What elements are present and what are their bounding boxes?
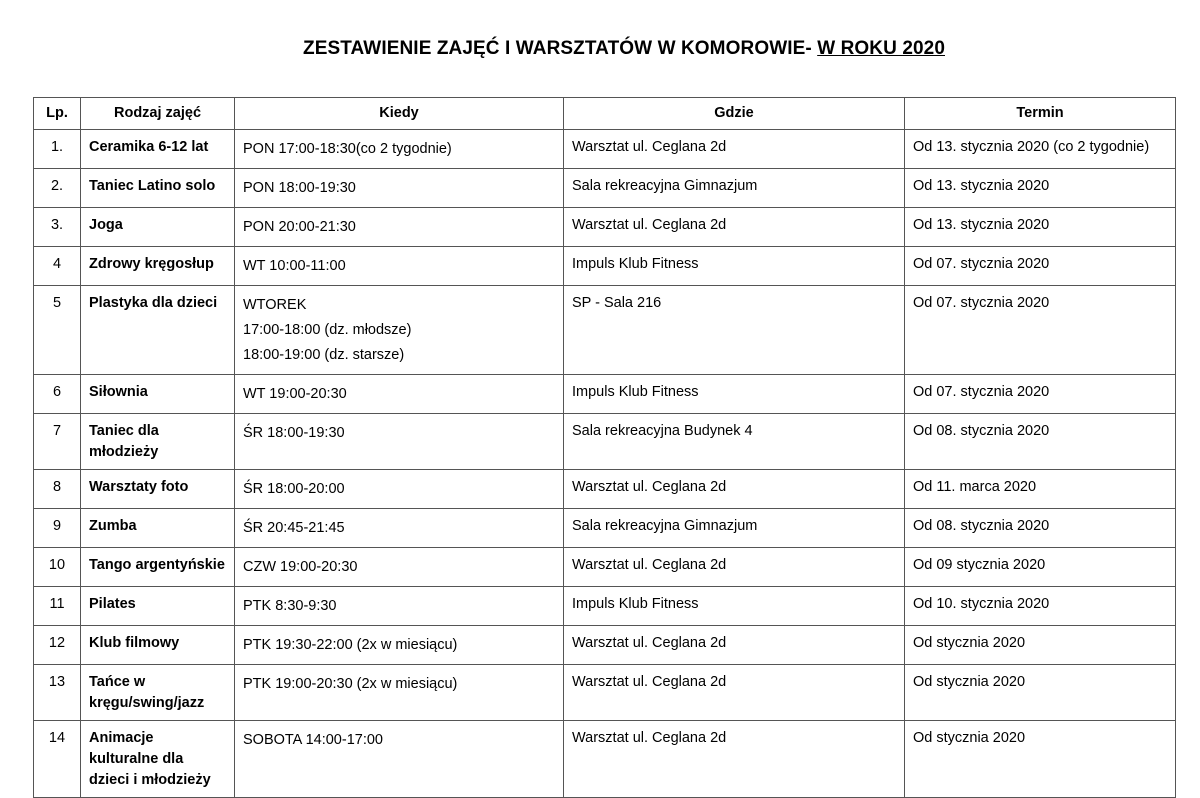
table-row <box>34 375 1176 414</box>
activity-name: Siłownia <box>81 375 235 414</box>
row-number: 5 <box>34 286 81 375</box>
activity-term: Od stycznia 2020 <box>905 665 1176 721</box>
activity-term: Od 10. stycznia 2020 <box>905 587 1176 626</box>
activity-where: Warsztat ul. Ceglana 2d <box>564 665 905 721</box>
row-number: 11 <box>34 587 81 626</box>
when-line: WT 10:00-11:00 <box>243 258 346 274</box>
when-line: CZW 19:00-20:30 <box>243 559 358 575</box>
activity-term: Od 07. stycznia 2020 <box>905 375 1176 414</box>
table-row <box>34 208 1176 247</box>
activity-name: Ceramika 6-12 lat <box>81 130 235 169</box>
when-line: WT 19:00-20:30 <box>243 386 347 402</box>
row-number: 10 <box>34 548 81 587</box>
when-line: 18:00-19:00 (dz. starsze) <box>243 347 405 363</box>
activity-where: Warsztat ul. Ceglana 2d <box>564 130 905 169</box>
activity-term: Od 08. stycznia 2020 <box>905 414 1176 470</box>
header-where: Gdzie <box>564 98 905 130</box>
table-row <box>34 169 1176 208</box>
activity-term: Od stycznia 2020 <box>905 721 1176 798</box>
activity-where: Sala rekreacyjna Gimnazjum <box>564 509 905 548</box>
when-line: PTK 19:30-22:00 (2x w miesiącu) <box>243 637 458 653</box>
schedule-body <box>34 130 1176 798</box>
table-row <box>34 721 1176 798</box>
activity-term: Od 13. stycznia 2020 (co 2 tygodnie) <box>905 130 1176 169</box>
activity-term: Od 07. stycznia 2020 <box>905 247 1176 286</box>
activity-where: Warsztat ul. Ceglana 2d <box>564 626 905 665</box>
activity-when <box>235 587 564 626</box>
activity-name: Zumba <box>81 509 235 548</box>
when-line: PON 18:00-19:30 <box>243 180 356 196</box>
activity-name: Taniec dla młodzieży <box>81 414 235 470</box>
activity-when <box>235 247 564 286</box>
activity-where: SP - Sala 216 <box>564 286 905 375</box>
row-number: 4 <box>34 247 81 286</box>
activity-when <box>235 375 564 414</box>
activity-term: Od 08. stycznia 2020 <box>905 509 1176 548</box>
header-when: Kiedy <box>235 98 564 130</box>
row-number: 3. <box>34 208 81 247</box>
table-row <box>34 470 1176 509</box>
activity-name: Klub filmowy <box>81 626 235 665</box>
row-number: 7 <box>34 414 81 470</box>
activity-when <box>235 665 564 721</box>
header-row <box>34 98 1176 130</box>
activity-when <box>235 470 564 509</box>
activity-term: Od 13. stycznia 2020 <box>905 169 1176 208</box>
activity-where: Impuls Klub Fitness <box>564 375 905 414</box>
title-main: ZESTAWIENIE ZAJĘĆ I WARSZTATÓW W KOMOROWIE- <box>302 38 818 59</box>
activity-when <box>235 208 564 247</box>
activity-name: Joga <box>81 208 235 247</box>
activity-name: Animacje kulturalne dla dzieci i młodzieży <box>81 721 235 798</box>
table-row <box>34 130 1176 169</box>
row-number: 13 <box>34 665 81 721</box>
title-year: W ROKU 2020 <box>817 38 945 59</box>
activity-name: Tańce w kręgu/swing/jazz <box>81 665 235 721</box>
row-number: 2. <box>34 169 81 208</box>
when-line: WTOREK <box>243 297 307 313</box>
table-row <box>34 587 1176 626</box>
activity-when <box>235 169 564 208</box>
when-line: PTK 8:30-9:30 <box>243 598 337 614</box>
when-line: SOBOTA 14:00-17:00 <box>243 732 383 748</box>
row-number: 12 <box>34 626 81 665</box>
activity-term: Od stycznia 2020 <box>905 626 1176 665</box>
row-number: 8 <box>34 470 81 509</box>
activity-term: Od 13. stycznia 2020 <box>905 208 1176 247</box>
header-lp: Lp. <box>34 98 81 130</box>
activity-where: Impuls Klub Fitness <box>564 247 905 286</box>
table-row <box>34 548 1176 587</box>
when-line: PON 20:00-21:30 <box>243 219 356 235</box>
when-line: PON 17:00-18:30(co 2 tygodnie) <box>243 141 452 157</box>
table-row <box>34 247 1176 286</box>
table-row <box>34 626 1176 665</box>
when-line: ŚR 18:00-20:00 <box>243 481 345 497</box>
activity-when <box>235 130 564 169</box>
activity-name: Taniec Latino solo <box>81 169 235 208</box>
table-row <box>34 414 1176 470</box>
activity-name: Plastyka dla dzieci <box>81 286 235 375</box>
when-line: 17:00-18:00 (dz. młodsze) <box>243 322 412 338</box>
header-name: Rodzaj zajęć <box>81 98 235 130</box>
activity-term: Od 09 stycznia 2020 <box>905 548 1176 587</box>
activity-when <box>235 286 564 375</box>
row-number: 1. <box>34 130 81 169</box>
page-title <box>0 38 1200 60</box>
activity-term: Od 07. stycznia 2020 <box>905 286 1176 375</box>
activity-where: Sala rekreacyjna Gimnazjum <box>564 169 905 208</box>
activity-when <box>235 414 564 470</box>
table-row <box>34 509 1176 548</box>
row-number: 14 <box>34 721 81 798</box>
row-number: 6 <box>34 375 81 414</box>
activity-name: Pilates <box>81 587 235 626</box>
when-line: ŚR 20:45-21:45 <box>243 520 345 536</box>
activity-when <box>235 509 564 548</box>
activity-where: Warsztat ul. Ceglana 2d <box>564 548 905 587</box>
activity-where: Warsztat ul. Ceglana 2d <box>564 470 905 509</box>
activity-where: Sala rekreacyjna Budynek 4 <box>564 414 905 470</box>
activity-when <box>235 548 564 587</box>
table-row <box>34 286 1176 375</box>
row-number: 9 <box>34 509 81 548</box>
header-term: Termin <box>905 98 1176 130</box>
when-line: ŚR 18:00-19:30 <box>243 425 345 441</box>
activity-name: Warsztaty foto <box>81 470 235 509</box>
activity-when <box>235 721 564 798</box>
table-row <box>34 665 1176 721</box>
activity-when <box>235 626 564 665</box>
schedule-table <box>33 97 1176 798</box>
activity-where: Warsztat ul. Ceglana 2d <box>564 721 905 798</box>
activity-where: Impuls Klub Fitness <box>564 587 905 626</box>
activity-where: Warsztat ul. Ceglana 2d <box>564 208 905 247</box>
activity-name: Zdrowy kręgosłup <box>81 247 235 286</box>
when-line: PTK 19:00-20:30 (2x w miesiącu) <box>243 676 458 692</box>
activity-name: Tango argentyńskie <box>81 548 235 587</box>
activity-term: Od 11. marca 2020 <box>905 470 1176 509</box>
